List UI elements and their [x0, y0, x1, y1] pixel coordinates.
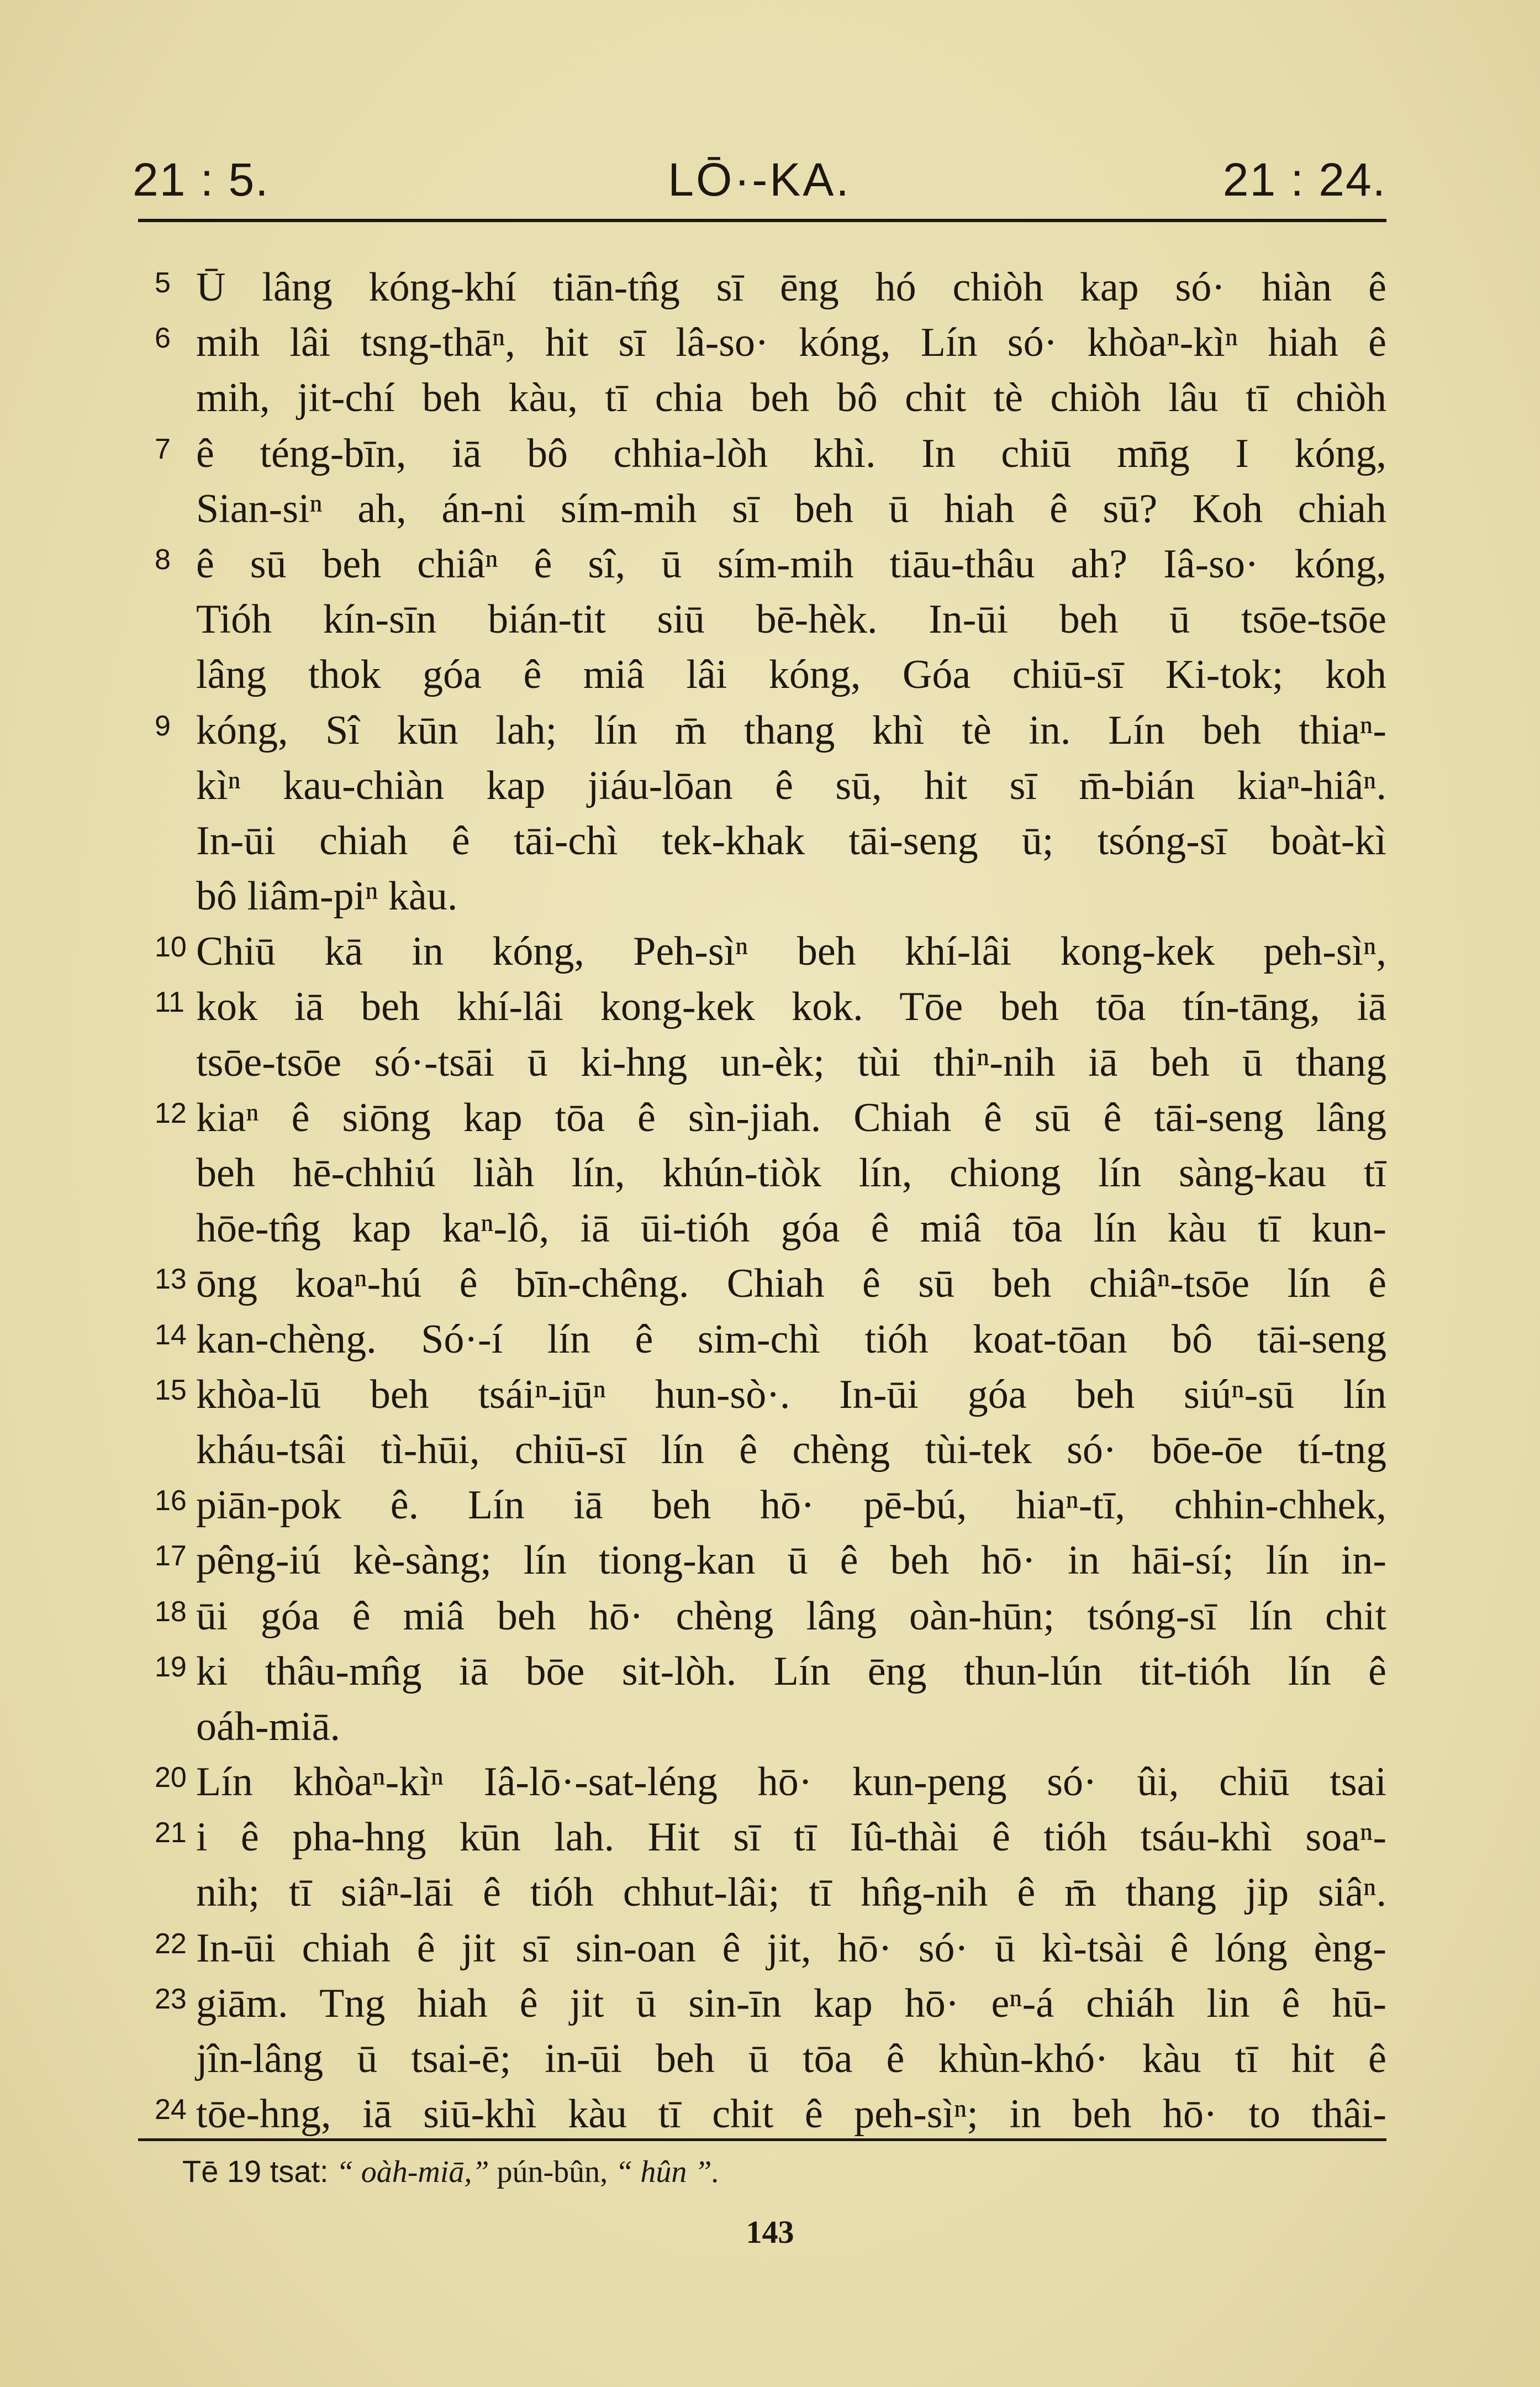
verse-number: 13: [155, 1263, 187, 1296]
line-text: kìⁿ kau-chiàn kap jiáu-lōan ê sū, hit sī m̄-bián kiaⁿ-hiâⁿ.: [196, 763, 1386, 808]
text-line: [138, 1533, 1386, 1588]
footnote-mid: pún-bûn,: [497, 2155, 608, 2189]
text-line: [138, 1090, 1386, 1145]
text-line: [138, 1976, 1386, 2031]
line-text: kok iā beh khí-lâi kong-kek kok. Tōe beh tōa tín-tāng, iā: [196, 984, 1386, 1030]
line-text: tsōe-tsōe só·-tsāi ū ki-hng un-èk; tùi thiⁿ-nih iā beh ū thang: [196, 1039, 1386, 1085]
text-line: [138, 426, 1386, 481]
text-line: [138, 979, 1386, 1034]
text-line: [138, 1478, 1386, 1533]
footnote-quote-alternate: “ hûn ”.: [615, 2155, 720, 2189]
text-line: [138, 1145, 1386, 1201]
line-text: In-ūi chiah ê jit sī sin-oan ê jit, hō· só· ū kì-tsài ê lóng èng-: [196, 1925, 1386, 1971]
line-text: Ū lâng kóng-khí tiān-tn̂g sī ēng hó chiòh kap só· hiàn ê: [196, 265, 1386, 310]
line-text: bô liâm-piⁿ kàu.: [196, 874, 458, 919]
line-text: nih; tī siâⁿ-lāi ê tióh chhut-lâi; tī hn̂g-nih ê m̄ thang jip siâⁿ.: [196, 1870, 1386, 1916]
line-text: tōe-hng, iā siū-khì kàu tī chit ê peh-sìⁿ; in beh hō· to thâi-: [196, 2091, 1386, 2137]
verse-number: 17: [155, 1540, 187, 1573]
text-line: [138, 315, 1386, 370]
text-line: [138, 481, 1386, 537]
verse-number: 20: [155, 1762, 187, 1794]
text-line: [138, 1865, 1386, 1920]
running-header: [133, 149, 1386, 210]
text-line: [138, 1256, 1386, 1311]
page-number: 143: [746, 2214, 794, 2250]
line-text: kan-chèng. Só·-í lín ê sim-chì tióh koat-tōan bô tāi-seng: [196, 1316, 1386, 1362]
text-line: [138, 703, 1386, 758]
header-chapter-verse-end: 21 : 24.: [1222, 154, 1386, 206]
footnote: [182, 2149, 719, 2194]
verse-number: 15: [155, 1374, 187, 1406]
text-line: [138, 370, 1386, 425]
line-text: kiaⁿ ê siōng kap tōa ê sìn-jiah. Chiah ê sū ê tāi-seng lâng: [196, 1095, 1386, 1140]
line-text: Lín khòaⁿ-kìⁿ Iâ-lō·-sat-léng hō· kun-peng só· ûi, chiū tsai: [196, 1759, 1386, 1805]
line-text: Tióh kín-sīn bián-tit siū bē-hèk. In-ūi beh ū tsōe-tsōe: [196, 597, 1386, 643]
verse-number: 11: [155, 986, 184, 1019]
verse-number: 22: [155, 1927, 187, 1960]
line-text: jîn-lâng ū tsai-ē; in-ūi beh ū tōa ê khùn-khó· kàu tī hit ê: [196, 2036, 1386, 2081]
verse-number: 16: [155, 1485, 187, 1517]
text-line: [138, 1644, 1386, 1699]
header-book-title: LŌ·-KA.: [668, 154, 851, 206]
line-text: lâng thok góa ê miâ lâi kóng, Góa chiū-sī Ki-tok; koh: [196, 652, 1386, 698]
line-text: ūi góa ê miâ beh hō· chèng lâng oàn-hūn; tsóng-sī lín chit: [196, 1593, 1386, 1639]
text-line: [138, 1367, 1386, 1422]
line-text: i ê pha-hng kūn lah. Hit sī tī Iû-thài ê tióh tsáu-khì soaⁿ-: [196, 1815, 1386, 1860]
text-line: [138, 924, 1386, 979]
footnote-label: Tē 19 tsat:: [182, 2154, 329, 2189]
header-chapter-verse-start: 21 : 5.: [133, 154, 270, 206]
line-text: giām. Tng hiah ê jit ū sin-īn kap hō· eⁿ-á chiáh lin ê hū-: [196, 1980, 1386, 2026]
scripture-text: [138, 260, 1386, 2142]
text-line: [138, 1921, 1386, 1976]
line-text: ê sū beh chiâⁿ ê sî, ū sím-mih tiāu-thâu ah? Iâ-so· kóng,: [196, 541, 1386, 587]
text-line: [138, 2031, 1386, 2086]
line-text: beh hē-chhiú liàh lín, khún-tiòk lín, chiong lín sàng-kau tī: [196, 1150, 1386, 1196]
footnote-quote-original: “ oàh-miā,”: [336, 2155, 489, 2189]
line-text: khòa-lū beh tsáiⁿ-iūⁿ hun-sò·. In-ūi góa beh siúⁿ-sū lín: [196, 1371, 1386, 1417]
verse-number: 8: [155, 543, 171, 576]
verse-number: 12: [155, 1097, 187, 1129]
line-text: kháu-tsâi tì-hūi, chiū-sī lín ê chèng tùi-tek só· bōe-ōe tí-tng: [196, 1427, 1386, 1473]
verse-number: 5: [155, 267, 171, 299]
verse-number: 7: [155, 433, 171, 465]
text-line: [138, 592, 1386, 647]
text-line: [138, 1754, 1386, 1810]
text-line: [138, 813, 1386, 869]
header-rule: [138, 219, 1386, 222]
line-text: Sian-siⁿ ah, án-ni sím-mih sī beh ū hiah ê sū? Koh chiah: [196, 486, 1386, 532]
text-line: [138, 869, 1386, 924]
line-text: In-ūi chiah ê tāi-chì tek-khak tāi-seng ū; tsóng-sī boàt-kì: [196, 818, 1386, 864]
line-text: mih, jit-chí beh kàu, tī chia beh bô chit tè chiòh lâu tī chiòh: [196, 375, 1386, 421]
line-text: kóng, Sî kūn lah; lín m̄ thang khì tè in. Lín beh thiaⁿ-: [196, 707, 1386, 753]
line-text: pêng-iú kè-sàng; lín tiong-kan ū ê beh hō· in hāi-sí; lín in-: [196, 1538, 1386, 1584]
verse-number: 6: [155, 322, 171, 355]
text-line: [138, 1201, 1386, 1256]
line-text: Chiū kā in kóng, Peh-sìⁿ beh khí-lâi kong-kek peh-sìⁿ,: [196, 929, 1386, 975]
text-line: [138, 1810, 1386, 1865]
line-text: oáh-miā.: [196, 1704, 340, 1749]
verse-number: 19: [155, 1650, 187, 1683]
line-text: ki thâu-mn̂g iā bōe sit-lòh. Lín ēng thun-lún tit-tióh lín ê: [196, 1648, 1386, 1694]
line-text: ê téng-bīn, iā bô chhia-lòh khì. In chiū mn̄g I kóng,: [196, 430, 1386, 476]
verse-number: 23: [155, 1983, 187, 2015]
line-text: mih lâi tsng-thāⁿ, hit sī lâ-so· kóng, Lín só· khòaⁿ-kìⁿ hiah ê: [196, 320, 1386, 366]
line-text: piān-pok ê. Lín iā beh hō· pē-bú, hiaⁿ-tī, chhin-chhek,: [196, 1482, 1386, 1528]
text-line: [138, 758, 1386, 813]
text-line: [138, 1589, 1386, 1644]
text-line: [138, 1699, 1386, 1754]
text-line: [138, 260, 1386, 315]
text-line: [138, 2086, 1386, 2142]
text-line: [138, 1312, 1386, 1367]
verse-number: 24: [155, 2094, 187, 2126]
line-text: ōng koaⁿ-hú ê bīn-chêng. Chiah ê sū beh chiâⁿ-tsōe lín ê: [196, 1261, 1386, 1307]
verse-number: 21: [155, 1817, 187, 1849]
text-line: [138, 1422, 1386, 1478]
verse-number: 18: [155, 1595, 187, 1628]
verse-number: 9: [155, 709, 171, 742]
text-line: [138, 537, 1386, 592]
line-text: hōe-tn̂g kap kaⁿ-lô, iā ūi-tióh góa ê miâ tōa lín kàu tī kun-: [196, 1206, 1386, 1252]
text-line: [138, 647, 1386, 702]
verse-number: 14: [155, 1318, 187, 1351]
text-line: [138, 1035, 1386, 1090]
verse-number: 10: [155, 931, 187, 964]
footnote-rule: [138, 2138, 1386, 2141]
